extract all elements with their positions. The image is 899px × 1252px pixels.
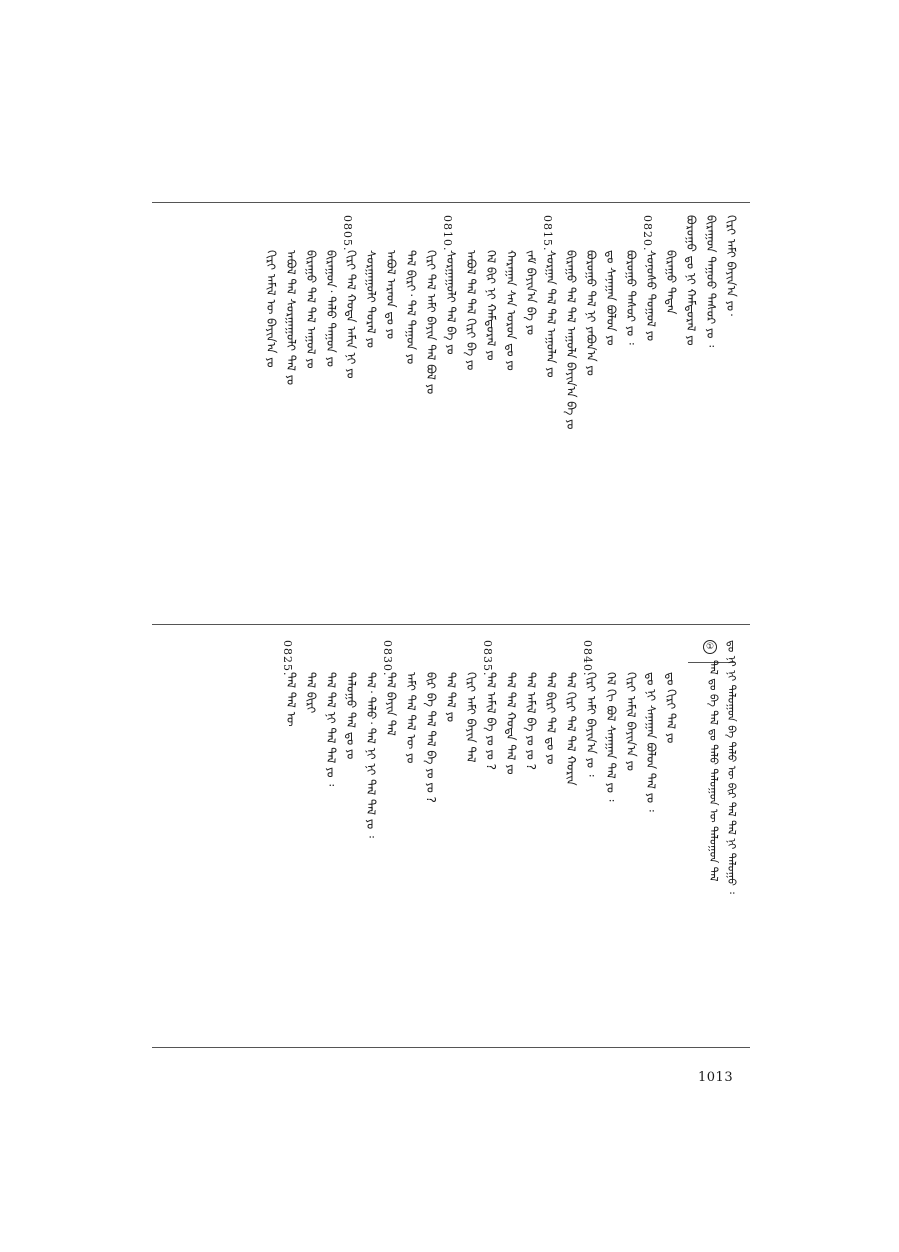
text-line: ᠬᠡᠯ ᠪᠢᠷ ᠨᠢ ᠬᠠᠮᠲᠤᠷᠠᠯ ᠶᠤ bbox=[484, 250, 498, 361]
text-line: ᠲᠠᠯ ᠲᠠᠯ ᠨᠢ ᠲᠠᠯ ᠲᠠᠯ ᠶᠤ ᠄ bbox=[324, 672, 338, 787]
text-line: ᠲᠠᠯ ᠠᠮᠢᠯ ᠪᠠ ᠶᠤ ᠶᠤ ? bbox=[524, 672, 538, 770]
middle-rule bbox=[152, 624, 750, 625]
page-number: 1013 bbox=[698, 1070, 734, 1085]
text-line: ᠠᠮᠢ ᠲᠠᠯ ᠲᠠᠯ ᠦ ᠶᠤ bbox=[404, 672, 418, 764]
text-line: ᠳᠤ ᠰᠠᠨᠠᠭᠠᠨ ᠪᠣᠯᠤᠨ ᠶᠤ bbox=[604, 250, 618, 346]
text-line: ᠲᠠᠯ᠂ ᠲᠠᠯᠤ᠂ ᠲᠠᠯ ᠨᠢ ᠨᠢ ᠲᠠᠯ ᠲᠠᠯ ᠶᠤ ᠄ bbox=[364, 672, 378, 838]
text-line: ᠪᠢᠷᠠᠭᠤ ᠲᠠᠯ ᠲᠠᠯ ᠠᠭᠤᠯᠠ ᠪᠠᠶᠢᠨ᠎ᠠ ᠪᠠ ᠶᠤ bbox=[564, 250, 578, 430]
text-line: ᠬᠢᠷᠢ ᠠᠮᠢ ᠪᠠᠶᠢᠨ᠎ᠠ ᠶᠤ ᠄ bbox=[584, 672, 598, 777]
text-line: ᠲᠠᠯ ᠪᠢᠷᠢ᠂ ᠲᠠᠯ ᠳᠠᠭᠤᠨ ᠶᠤ bbox=[404, 250, 418, 365]
text-line: ᠪᠢᠷᠠᠭᠤ ᠲᠠᠯ ᠲᠠᠯ ᠠᠭᠤᠯ ᠶᠤ bbox=[304, 250, 318, 369]
text-line: ᠬᠢᠷᠢ ᠲᠠᠯ ᠠᠮᠢ ᠪᠠᠶᠢᠨ ᠲᠠᠯ ᠪᠣᠯ ᠶᠤ bbox=[424, 250, 438, 395]
footnote-text: ᠲᠠᠯ ᠳᠤ ᠪᠠ ᠲᠠᠯ ᠳᠤ ᠲᠠᠯᠤ ᠲᠠᠯᠤᠭᠤᠨ ᠦ ᠲᠠᠯᠤᠭᠤᠨ ᠲᠠᠯ bbox=[707, 660, 720, 882]
line-number: 0810. bbox=[441, 215, 454, 252]
text-line: ᠬᠢᠷᠢ ᠠᠮᠢ ᠪᠠᠶᠢᠨ ᠲᠠᠯ bbox=[464, 672, 478, 763]
line-number: 0825. bbox=[281, 640, 294, 677]
text-line: ᠲᠠᠯ ᠠᠮᠢᠯ ᠪᠠ ᠶᠤ ᠶᠤ ? bbox=[484, 672, 498, 770]
text-line: ᠬᠠᠷᠠᠭᠠᠨ ᠰᠠᠨ ᠣᠷᠣᠨ ᠳᠤ ᠶᠤ bbox=[504, 250, 518, 371]
text-line: ᠲᠠᠯ ᠪᠢᠷᠢ ᠲᠠᠯ ᠳᠤ ᠶᠤ bbox=[544, 672, 558, 765]
text-line: ᠲᠠᠯ ᠪᠠᠶᠢᠨ ᠲᠠᠯ bbox=[384, 672, 398, 736]
text-line: ᠬᠢᠷᠢ ᠠᠮᠢᠯ ᠪᠠᠶᠢᠨ᠎ᠠ ᠶᠤ bbox=[624, 672, 638, 771]
text-line: ᠵᠠᠮ ᠪᠠᠶᠢᠨ᠎ᠠ ᠪᠠ ᠶᠤ bbox=[524, 250, 538, 336]
text-line: ᠳᠤ ᠨᠢ ᠰᠠᠨᠠᠭᠠᠨ ᠪᠣᠯᠤᠨ ᠲᠠᠯ ᠶᠤ ᠄ bbox=[644, 672, 658, 812]
text-line: ᠪᠢᠷ ᠪᠠ ᠲᠠᠯ ᠲᠠᠯ ᠪᠠ ᠶᠤ ᠶᠤ ? bbox=[424, 672, 438, 803]
line-number: 0815. bbox=[541, 215, 554, 252]
text-line: ᠪᠣᠷᠤᠭᠤ ᠲᠠᠯ ᠨᠢ ᠶᠠᠪᠤᠨ᠎ᠠ ᠶᠤ bbox=[584, 250, 598, 376]
text-line: ᠬᠡᠯ ᠬᠢ ᠪᠣᠯ ᠰᠠᠨᠠᠭᠠᠨ ᠲᠠᠯ ᠶᠤ ᠄ bbox=[604, 672, 618, 802]
line-number: 0805. bbox=[341, 215, 354, 252]
line-number: 0830. bbox=[381, 640, 394, 677]
text-line: ᠰᠤᠷᠭᠠᠭᠤᠯᠢ ᠲᠤᠷᠠᠯ ᠶᠤ bbox=[364, 250, 378, 348]
footnote-mark: ① bbox=[703, 640, 717, 654]
text-line: ᠠᠪᠤᠯ ᠲᠠᠯ ᠲᠠᠯ ᠬᠢᠷᠢ ᠪᠠ ᠶᠤ bbox=[464, 250, 478, 371]
text-line: ᠪᠢᠷᠠᠭᠤᠨ᠂ ᠲᠠᠯᠤ ᠳᠠᠭᠤᠨ ᠶᠤ bbox=[324, 250, 338, 367]
text-line: ᠳᠤ ᠬᠢᠷᠢ ᠲᠠᠯ ᠶᠤ bbox=[664, 672, 678, 744]
text-line: ᠲᠠᠯ ᠪᠢᠷᠢ bbox=[304, 672, 318, 714]
text-line: ᠪᠢᠷᠠᠭᠤᠨ ᠳᠠᠭᠤᠤ ᠲᠠᠰᠤᠷ ᠶᠤ ᠄ bbox=[704, 215, 718, 348]
top-rule bbox=[152, 202, 750, 203]
text-line: ᠠᠪᠤᠯ ᠲᠠᠯ ᠰᠤᠷᠭᠠᠭᠤᠯᠢ ᠲᠠᠯ ᠶᠤ bbox=[284, 250, 298, 386]
text-line: ᠠᠪᠤᠯ ᠠᠷᠠᠳ ᠳᠤ ᠶᠤ bbox=[384, 250, 398, 339]
line-number: 0840. bbox=[581, 640, 594, 677]
text-line: ᠪᠤᠷᠤᠭᠤ ᠳᠤ ᠨᠢ ᠬᠠᠮᠲᠤᠷᠠᠯ ᠶᠤ bbox=[684, 215, 698, 346]
text-line: ᠬᠢᠷᠢ ᠠᠮᠢᠯ ᠦ ᠪᠠᠶᠢᠨ᠎ᠠ ᠶᠤ bbox=[264, 250, 278, 368]
footnote-text: ᠳᠤ ᠨᠢ ᠨᠢ ᠲᠠᠯᠤᠭᠤᠨ ᠪᠠ ᠲᠠᠯᠤ ᠦ ᠪᠢᠷ ᠲᠠᠯ ᠲᠠᠯ ᠨᠢ ᠲᠠᠯᠤᠭᠤ ᠄ bbox=[725, 640, 738, 894]
text-line: ᠰᠣᠨᠣᠰᠤ ᠲᠤᠭᠤᠯ ᠶᠤ bbox=[644, 250, 658, 342]
bottom-rule bbox=[152, 1047, 750, 1048]
text-line: ᠲᠠᠯ ᠲᠠᠯ ᠦ bbox=[284, 672, 298, 727]
line-number: 0835. bbox=[481, 640, 494, 677]
text-line: ᠪᠤᠷᠤᠭᠤ ᠲᠠᠰᠤᠷ ᠶᠤ ᠄ bbox=[624, 250, 638, 345]
text-line: ᠬᠢᠷᠢ ᠲᠠᠯ ᠬᠣᠲᠠ ᠠᠮᠢᠨ ᠨᠢ ᠶᠤ bbox=[344, 250, 358, 379]
text-line: ᠲᠠᠯ ᠬᠢᠷᠢ ᠲᠠᠯ ᠲᠠᠯ ᠬᠣᠷᠢᠨ bbox=[564, 672, 578, 786]
text-line: ᠲᠠᠯᠤᠭᠤ ᠲᠠᠯ ᠳᠤ ᠶᠤ bbox=[344, 672, 358, 760]
text-line: ᠲᠠᠯ ᠲᠠᠯ ᠶᠤ bbox=[444, 672, 458, 723]
text-line: ᠰᠤᠷᠭᠠᠭᠤᠯᠢ ᠲᠠᠯ ᠪᠠ ᠶᠤ bbox=[444, 250, 458, 355]
text-line: ᠲᠠᠯ ᠲᠠᠯ ᠬᠣᠲᠠ ᠲᠠᠯ ᠶᠤ bbox=[504, 672, 518, 775]
text-line: ᠬᠢᠷᠢ ᠠᠮᠢ ᠪᠠᠶᠢᠨ᠎ᠠ ᠶᠤ᠂ bbox=[724, 215, 738, 316]
text-line: ᠰᠤᠷᠭᠠᠨ ᠲᠠᠯ ᠲᠠᠯ ᠠᠭᠤᠯᠠᠨ ᠶᠤ bbox=[544, 250, 558, 378]
text-line: ᠪᠢᠷᠠᠭᠤ ᠲᠠᠲᠠᠨ bbox=[664, 250, 678, 315]
line-number: 0820. bbox=[641, 215, 654, 252]
